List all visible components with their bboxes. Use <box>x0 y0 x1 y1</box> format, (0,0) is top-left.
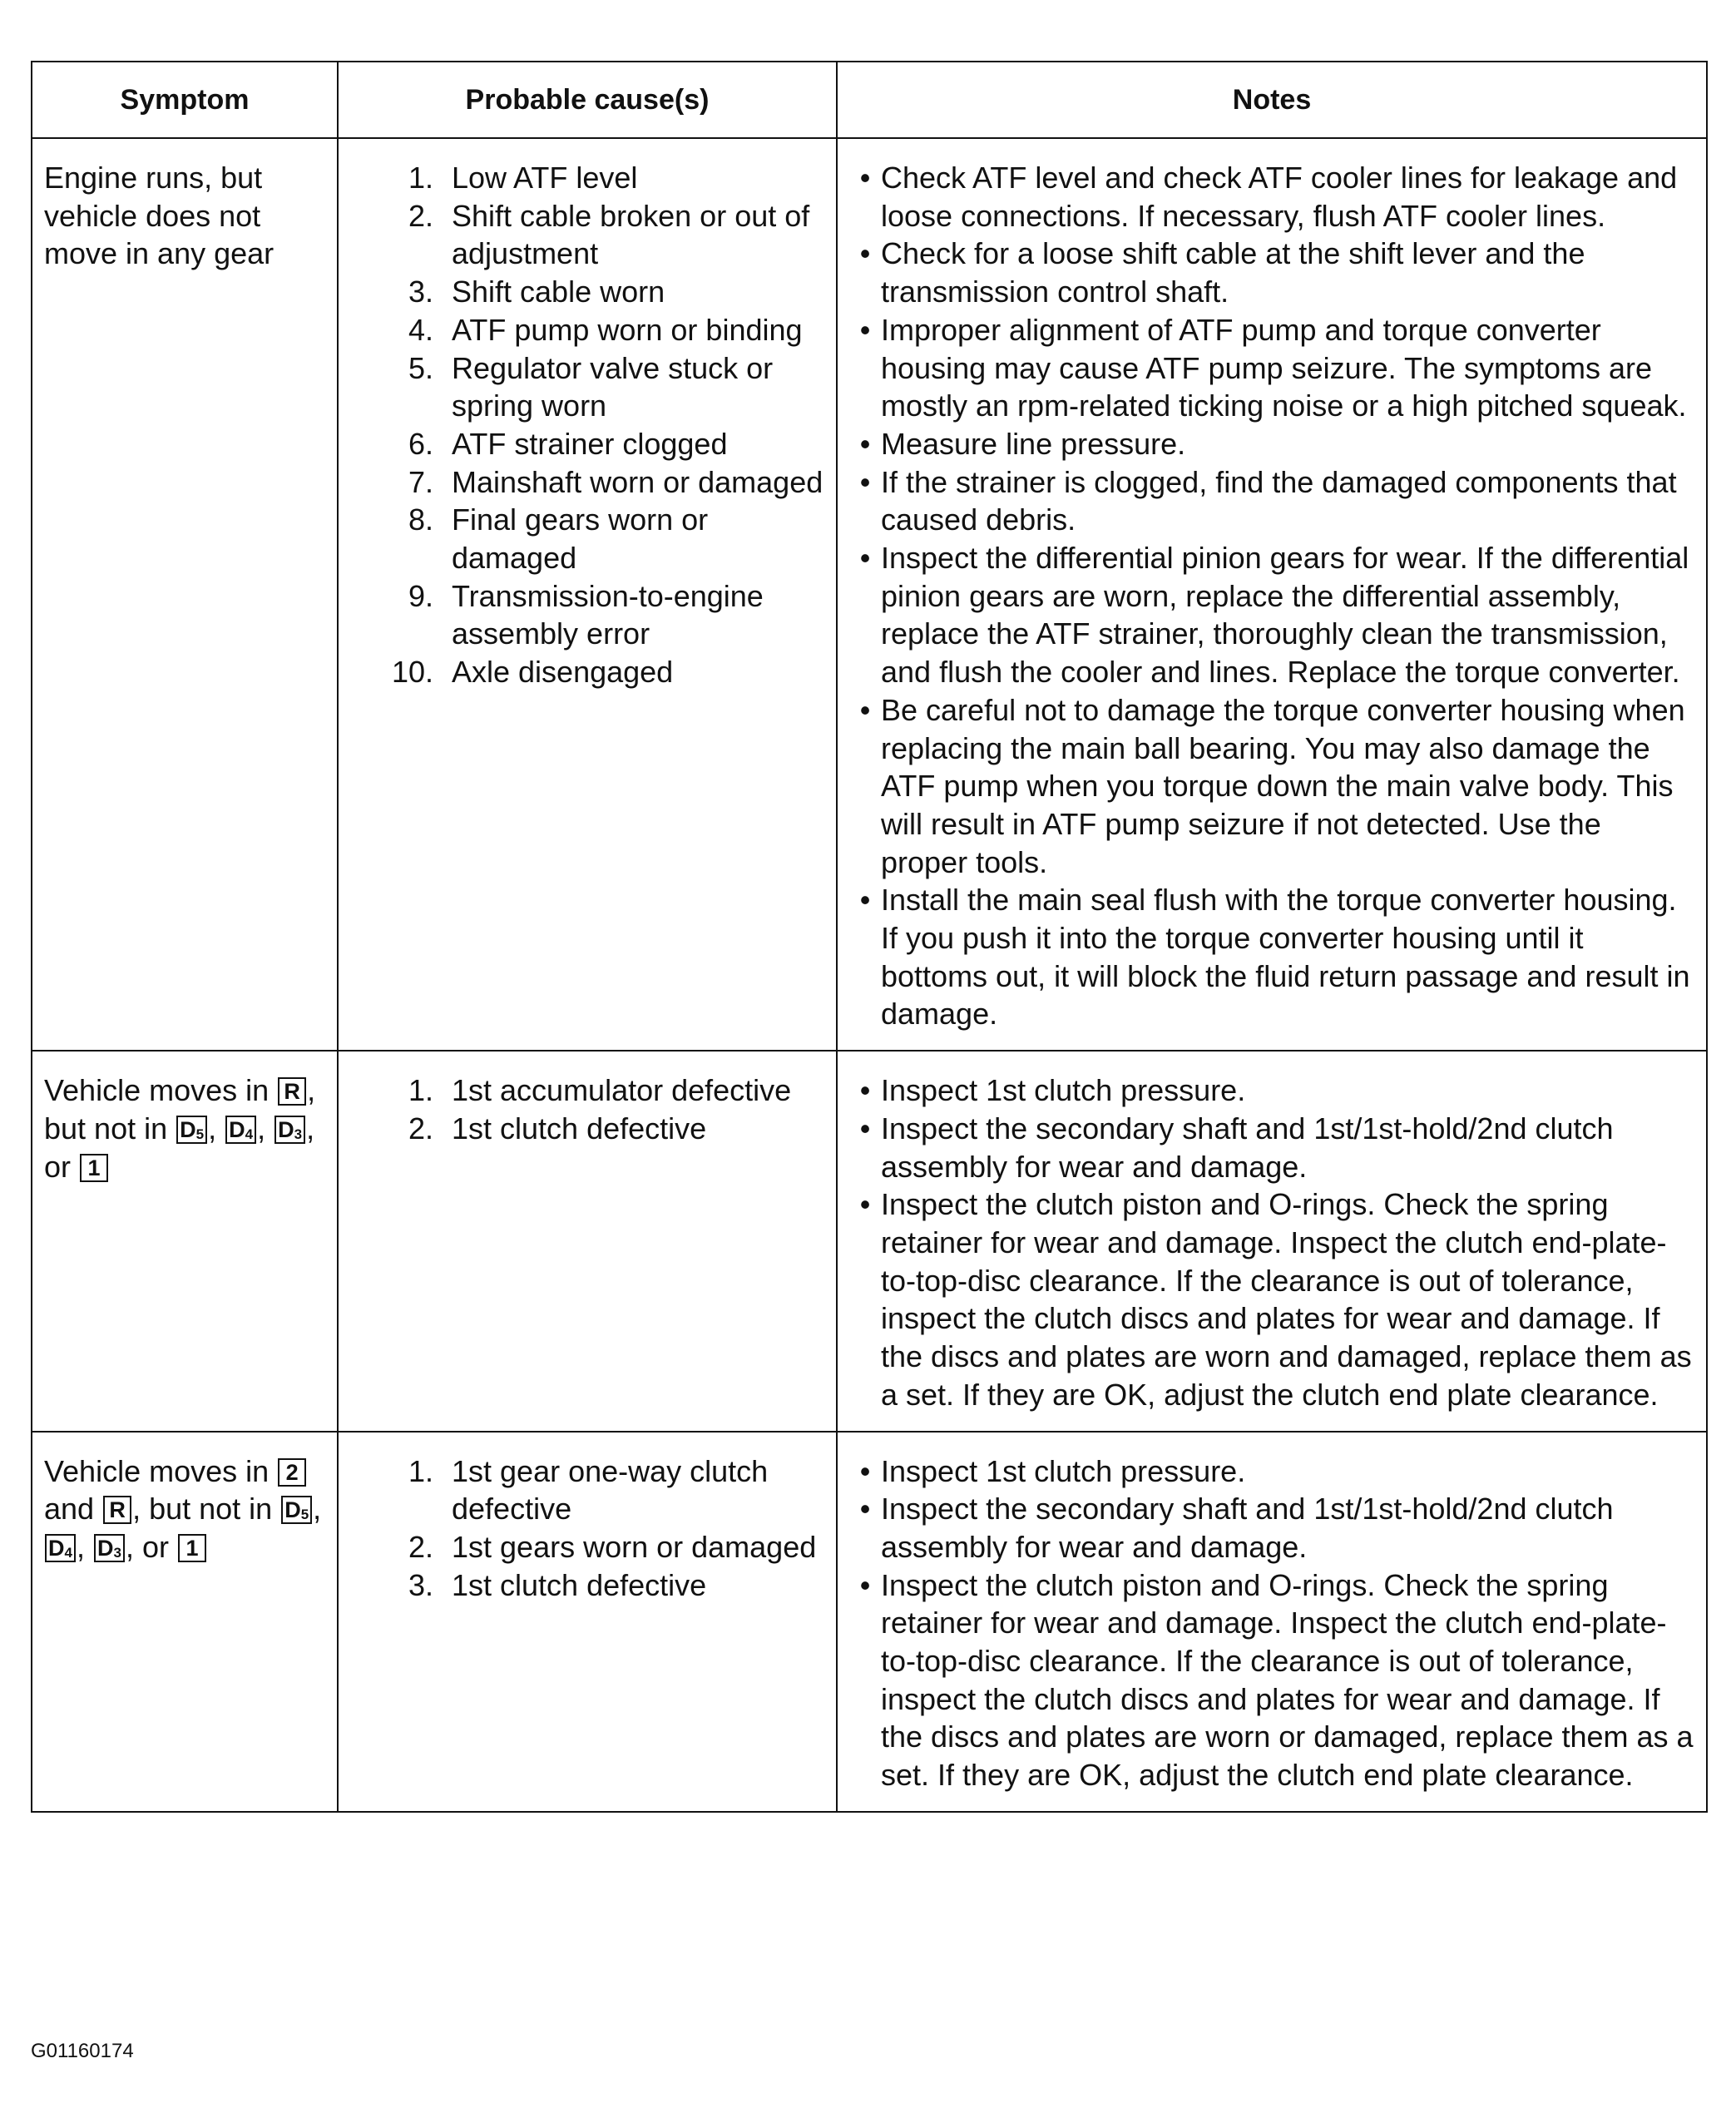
cause-number: 2. <box>408 1111 433 1146</box>
list-item <box>849 1452 1698 1491</box>
list-item <box>849 1071 1698 1110</box>
gear-d3-icon <box>94 1534 125 1562</box>
gear-1-icon <box>178 1534 206 1562</box>
gear-d5-icon <box>281 1496 312 1524</box>
figure-id: G01160174 <box>31 2040 134 2062</box>
cause-number: 5. <box>408 350 433 385</box>
gear-d4-icon <box>225 1116 256 1144</box>
symptom-text: Engine runs, but vehicle does not move in any gear <box>44 161 274 271</box>
causes-cell <box>338 138 837 1051</box>
causes-list <box>350 1071 828 1147</box>
cause-number: 9. <box>408 578 433 613</box>
list-item <box>849 691 1698 882</box>
symptom-fragment: , <box>257 1111 274 1146</box>
gear-letter: R <box>284 1079 300 1105</box>
note-text: Inspect the secondary shaft and 1st/1st-hold/2nd clutch assembly for wear and damage. <box>881 1111 1614 1184</box>
list-item <box>378 311 828 349</box>
bullet-icon: • <box>859 1187 871 1222</box>
symptom-cell <box>32 1432 338 1812</box>
bullet-icon: • <box>859 464 871 499</box>
gear-letter: D <box>229 1116 245 1142</box>
cause-text: 1st gears worn or damaged <box>452 1529 817 1564</box>
note-text: Inspect the clutch piston and O-rings. Check the spring retainer for wear and damage. Inspect the clutch end-plate-to-top-disc clearance. If the clearance is out of tolerance, inspect the clutch discs and plates for wear and damage. If the discs and plates are worn or damaged, replace them as a set. If they are OK, adjust the clutch end plate clearance. <box>881 1567 1694 1793</box>
list-item <box>849 1490 1698 1566</box>
header-symptom: Symptom <box>32 62 338 138</box>
list-item <box>378 1528 828 1566</box>
cause-text: Mainshaft worn or damaged <box>452 464 823 499</box>
gear-letter: 1 <box>87 1155 101 1180</box>
cause-number: 6. <box>408 426 433 461</box>
cause-number: 4. <box>408 312 433 347</box>
bullet-icon: • <box>859 1073 871 1108</box>
gear-letter: D <box>284 1497 301 1523</box>
list-item <box>849 463 1698 539</box>
cause-text: Shift cable worn <box>452 275 665 309</box>
list-item <box>849 539 1698 691</box>
cause-text: ATF strainer clogged <box>452 426 728 461</box>
cause-number: 7. <box>408 464 433 499</box>
list-item <box>849 881 1698 1033</box>
header-row <box>32 62 1707 138</box>
gear-1-icon <box>80 1154 108 1182</box>
symptom-fragment: Vehicle moves in <box>44 1453 278 1488</box>
gear-letter: D <box>180 1116 196 1142</box>
bullet-icon: • <box>859 312 871 347</box>
cause-number: 3. <box>408 1567 433 1602</box>
notes-cell <box>837 138 1707 1051</box>
symptom-fragment: , but not in <box>44 1073 316 1146</box>
note-text: Install the main seal flush with the torque converter housing. If you push it into the torque converter housing until it bottoms out, it will block the fluid return passage and result in damage. <box>881 883 1690 1032</box>
symptom-cell <box>32 1051 338 1431</box>
header-probable-causes: Probable cause(s) <box>338 62 837 138</box>
symptom-fragment: , <box>313 1492 322 1527</box>
gear-letter: D <box>96 1535 114 1561</box>
bullet-icon: • <box>859 1567 871 1602</box>
bullet-icon: • <box>859 541 871 576</box>
symptom-fragment: , but not in <box>132 1492 281 1527</box>
cause-number: 8. <box>408 502 433 537</box>
gear-subscript: 4 <box>245 1126 254 1142</box>
notes-cell <box>837 1051 1707 1431</box>
list-item <box>378 349 828 425</box>
list-item <box>378 577 828 653</box>
gear-d3-icon <box>274 1116 305 1144</box>
cause-text: 1st gear one-way clutch defective <box>452 1453 769 1527</box>
list-item <box>378 1566 828 1605</box>
causes-cell <box>338 1432 837 1812</box>
gear-r-icon <box>278 1077 306 1106</box>
header-notes: Notes <box>837 62 1707 138</box>
note-text: Check for a loose shift cable at the shift lever and the transmission control shaft. <box>881 236 1585 309</box>
note-text: If the strainer is clogged, find the damaged components that caused debris. <box>881 464 1677 537</box>
note-text: Improper alignment of ATF pump and torque converter housing may cause ATF pump seizure. The symptoms are mostly an rpm-related ticking noise or a high pitched squeak. <box>881 312 1687 423</box>
list-item <box>378 1452 828 1528</box>
list-item <box>849 311 1698 425</box>
gear-letter: D <box>278 1116 294 1142</box>
list-item <box>378 653 828 691</box>
list-item <box>378 463 828 502</box>
note-text: Check ATF level and check ATF cooler lines for leakage and loose connections. If necessary, flush ATF cooler lines. <box>881 161 1678 233</box>
notes-list <box>849 1452 1698 1794</box>
bullet-icon: • <box>859 161 871 195</box>
symptom-fragment: , or <box>44 1111 315 1184</box>
note-text: Be careful not to damage the torque converter housing when replacing the main ball bearing. You may also damage the ATF pump when you torque down the main valve body. This will result in ATF pump seizure if not detected. Use the proper tools. <box>881 692 1685 879</box>
symptom-fragment: , or <box>125 1529 177 1564</box>
gear-2-icon <box>278 1458 306 1487</box>
list-item <box>378 197 828 273</box>
cause-number: 3. <box>408 275 433 309</box>
notes-cell <box>837 1432 1707 1812</box>
bullet-icon: • <box>859 236 871 271</box>
list-item <box>378 1071 828 1110</box>
gear-letter: 1 <box>185 1535 199 1561</box>
gear-letter: D <box>48 1535 65 1561</box>
cause-text: Low ATF level <box>452 161 638 195</box>
gear-subscript: 3 <box>113 1544 121 1561</box>
cause-text: Shift cable broken or out of adjustment <box>452 198 810 271</box>
symptom-fragment: and <box>44 1492 103 1527</box>
bullet-icon: • <box>859 1111 871 1146</box>
troubleshooting-sheet <box>31 61 1706 1813</box>
symptom-fragment: Vehicle moves in <box>44 1073 278 1108</box>
list-item <box>849 159 1698 235</box>
note-text: Inspect the differential pinion gears for wear. If the differential pinion gears are worn, replace the differential assembly, replace the ATF strainer, thoroughly clean the transmission, and flush the cooler and lines. Replace the torque converter. <box>881 541 1689 690</box>
symptom-cell <box>32 138 338 1051</box>
cause-text: Axle disengaged <box>452 655 674 690</box>
cause-number: 10. <box>391 655 433 690</box>
cause-number: 1. <box>408 161 433 195</box>
cause-text: ATF pump worn or binding <box>452 312 803 347</box>
note-text: Inspect the secondary shaft and 1st/1st-hold/2nd clutch assembly for wear and damage. <box>881 1492 1614 1564</box>
symptom-text <box>44 1073 315 1183</box>
cause-number: 1. <box>408 1073 433 1108</box>
symptom-fragment: , <box>76 1529 93 1564</box>
note-text: Inspect 1st clutch pressure. <box>881 1073 1246 1108</box>
cause-number: 2. <box>408 198 433 233</box>
list-item <box>378 501 828 576</box>
cause-text: 1st clutch defective <box>452 1111 707 1146</box>
symptom-fragment: , <box>208 1111 225 1146</box>
bullet-icon: • <box>859 1492 871 1527</box>
gear-d4-icon <box>45 1534 76 1562</box>
note-text: Inspect the clutch piston and O-rings. Check the spring retainer for wear and damage. Inspect the clutch end-plate-to-top-disc clearance. If the clearance is out of tolerance, inspect the clutch discs and plates for wear and damage. If the discs and plates are worn and damaged, replace them as a set. If they are OK, adjust the clutch end plate clearance. <box>881 1187 1692 1412</box>
cause-text: 1st accumulator defective <box>452 1073 792 1108</box>
causes-list <box>350 1452 828 1605</box>
cause-text: Final gears worn or damaged <box>452 502 709 576</box>
troubleshooting-table <box>31 61 1708 1813</box>
list-item <box>849 1185 1698 1413</box>
symptom-text <box>44 1454 321 1564</box>
cause-number: 2. <box>408 1529 433 1564</box>
cause-number: 1. <box>408 1453 433 1488</box>
gear-letter: R <box>109 1497 126 1523</box>
list-item <box>849 1566 1698 1794</box>
gear-subscript: 5 <box>195 1126 205 1142</box>
table-row <box>32 1051 1707 1431</box>
table-row <box>32 1432 1707 1812</box>
list-item <box>378 273 828 311</box>
causes-list <box>350 159 828 691</box>
cause-text: Regulator valve stuck or spring worn <box>452 350 774 423</box>
cause-text: 1st clutch defective <box>452 1567 707 1602</box>
bullet-icon: • <box>859 883 871 918</box>
gear-subscript: 3 <box>294 1126 303 1142</box>
bullet-icon: • <box>859 692 871 727</box>
bullet-icon: • <box>859 426 871 461</box>
list-item <box>849 425 1698 463</box>
list-item <box>378 425 828 463</box>
list-item <box>378 1110 828 1148</box>
causes-cell <box>338 1051 837 1431</box>
gear-r-icon <box>103 1496 131 1524</box>
note-text: Inspect 1st clutch pressure. <box>881 1453 1246 1488</box>
gear-letter: 2 <box>285 1459 299 1485</box>
list-item <box>849 235 1698 310</box>
list-item <box>378 159 828 197</box>
note-text: Measure line pressure. <box>881 426 1186 461</box>
list-item <box>849 1110 1698 1185</box>
gear-subscript: 5 <box>300 1507 309 1523</box>
gear-subscript: 4 <box>64 1544 72 1561</box>
gear-d5-icon <box>176 1116 207 1144</box>
cause-text: Transmission-to-engine assembly error <box>452 578 764 651</box>
notes-list <box>849 1071 1698 1413</box>
bullet-icon: • <box>859 1453 871 1488</box>
notes-list <box>849 159 1698 1033</box>
table-row <box>32 138 1707 1051</box>
